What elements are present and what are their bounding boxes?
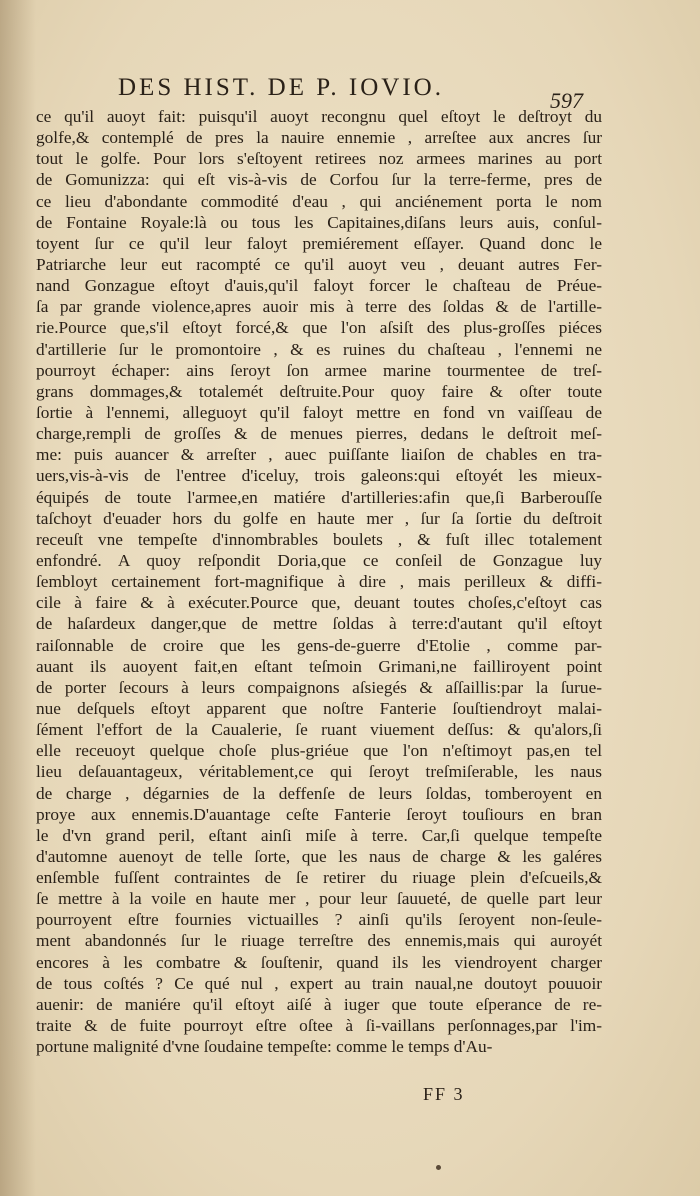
text-line: toyent ſur ce qu'il leur faloyt premiérement eſſayer. Quand donc le: [36, 233, 602, 253]
text-line: ſortie à l'ennemi, alleguoyt qu'il faloyt mettre en fond vn vaiſſeau de: [36, 402, 602, 422]
text-line: uers,vis-à-vis de l'entree d'iceluy, trois galeons:qui eſtoyét les mieux-: [36, 466, 602, 486]
text-line: de haſardeux danger,que de mettre ſoldas à terre:d'autant qu'il eſtoyt: [36, 614, 602, 634]
text-line: enſemble fuſſent contraintes de ſe retirer du riuage plein d'eſcueils,&: [36, 868, 602, 888]
text-line: ment abandonnés ſur le riuage terreſtre des ennemis,mais qui auroyét: [36, 931, 602, 951]
text-line: ce lieu d'abondante commodité d'eau , qui anciénement porta le nom: [36, 191, 602, 211]
text-line: nue deſquels eſtoyt apparent que noſtre Fanterie ſouſtiendroyt malai-: [36, 698, 602, 718]
text-line: ſembloyt certainement fort-magnifique à dire , mais perilleux & diffi-: [36, 572, 602, 592]
text-line: encores à les combatre & ſouſtenir, quand ils les viendroyent charger: [36, 952, 602, 972]
text-line: traite & de fuite pourroyt eſtre oſtee à ſi-vaillans perſonnages,par l'im-: [36, 1016, 602, 1036]
text-line: lieu deſauantageux, véritablement,ce qui ſeroyt treſmiſerable, les naus: [36, 762, 602, 782]
text-line: cile à faire & à exécuter.Pource que, deuant toutes choſes,c'eſtoyt cas: [36, 593, 602, 613]
text-line: ſément l'effort de la Caualerie, ſe ruant viuement deſſus: & qu'alors,ſi: [36, 720, 602, 740]
text-line: nand Gonzague eſtoyt d'auis,qu'il faloyt forcer le chaſteau de Préue-: [36, 276, 602, 296]
text-line: taſchoyt d'euader hors du golfe en haute mer , ſur ſa ſortie du deſtroit: [36, 508, 602, 528]
text-line: pourroyt échaper: ains ſeroyt ſon armee marine tourmentee de treſ-: [36, 360, 602, 380]
ink-dot: [436, 1165, 441, 1170]
text-line: proye aux ennemis.D'auantage ceſte Fanterie ſeroyt touſiours en bran: [36, 804, 602, 824]
text-line: d'artillerie ſur le promontoire , & es ruines du chaſteau , l'ennemi ne: [36, 339, 602, 359]
signature-mark: FF 3: [423, 1084, 465, 1104]
text-line: enfondré. A quoy reſpondit Doria,que ce conſeil de Gonzague luy: [36, 550, 602, 570]
text-line: golfe,& contemplé de pres la nauire ennemie , arreſtee aux ancres ſur: [36, 128, 602, 148]
text-line: le d'vn grand peril, eſtant ainſi miſe à terre. Car,ſi quelque tempeſte: [36, 825, 602, 845]
text-line: de charge , dégarnies de la deffenſe de leurs ſoldas, tomberoyent en: [36, 783, 602, 803]
text-line: auant ils auoyent fait,en eſtant teſmoin Grimani,ne failliroyent point: [36, 656, 602, 676]
text-line: rie.Pource que,s'il eſtoyt forcé,& que l'on aſsiſt des plus-groſſes piéces: [36, 318, 602, 338]
text-line: receuſt vne tempeſte d'innombrables boulets , & fuſt illec totalement: [36, 529, 602, 549]
text-line: de porter ſecours à leurs compaignons aſsiegés & aſſaillis:par la ſurue-: [36, 677, 602, 697]
text-line: elle receuoyt quelque choſe plus-griéue que l'on n'eſtimoyt pas,en tel: [36, 741, 602, 761]
text-line: Patriarche leur eut racompté ce qu'il auoyt veu , deuant autres Fer-: [36, 254, 602, 274]
text-line: pourroyent eſtre fournies victuailles ? ainſi qu'ils ſeroyent non-ſeule-: [36, 910, 602, 930]
text-line: charge,rempli de groſſes & de menues pierres, dedans le deſtroit meſ-: [36, 424, 602, 444]
text-line: équipés de toute l'armee,en matiére d'artilleries:afin que,ſi Barberouſſe: [36, 487, 602, 507]
text-line: grans dommages,& totalemét deſtruite.Pour quoy faire & oſter toute: [36, 381, 602, 401]
page-number: 597: [550, 88, 583, 113]
body-text: [36, 106, 602, 1057]
text-line: raiſonnable de croire que les gens-de-guerre d'Etolie , comme par-: [36, 635, 602, 655]
text-line: ce qu'il auoyt fait: puisqu'il auoyt recongnu quel eſtoyt le deſtroyt du: [36, 107, 602, 126]
text-line: auenir: de maniére qu'il eſtoyt aiſé à iuger que toute eſperance de re-: [36, 994, 602, 1014]
text-line: d'automne auenoyt de telle ſorte, que les naus de charge & les galéres: [36, 846, 602, 866]
running-head: DES HIST. DE P. IOVIO.: [118, 74, 444, 101]
text-line: tout le golfe. Pour lors s'eſtoyent retirees noz armees marines au port: [36, 149, 602, 169]
text-line: portune malignité d'vne ſoudaine tempeſte: comme le temps d'Au-: [36, 1037, 493, 1057]
gutter-shadow: [0, 0, 36, 1196]
text-line: de Gomunizza: qui eſt vis-à-vis de Corfou ſur la terre-ferme, pres de: [36, 170, 602, 190]
text-line: ſa par grande violence,apres auoir mis à terre des ſoldas & de l'artille-: [36, 297, 602, 317]
text-line: ſe mettre à la voile en haute mer , pour leur ſauueté, de quelle part leur: [36, 889, 602, 909]
text-line: de tous coſtés ? Ce qué nul , expert au train naual,ne doutoyt pouuoir: [36, 973, 602, 993]
text-line: me: puis auancer & arreſter , auec puiſſante liaiſon de chables en tra-: [36, 445, 602, 465]
text-line: de Fontaine Royale:là ou tous les Capitaines,diſans leurs auis, conſul-: [36, 212, 602, 232]
